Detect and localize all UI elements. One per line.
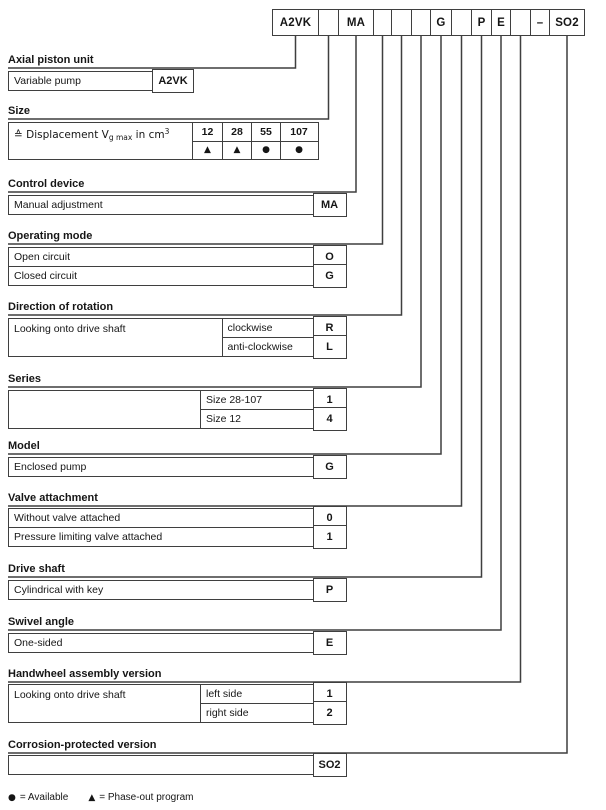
row-code: 1: [313, 388, 347, 412]
code-cell-drive-shaft: P: [471, 9, 492, 36]
code-cell-operating-mode: [373, 9, 393, 36]
row-code: O: [313, 245, 347, 269]
section-heading-axial-piston-unit: Axial piston unit: [8, 54, 98, 67]
legend-phaseout-label: = Phase-out program: [99, 792, 194, 803]
size-displacement-label: [8, 122, 193, 160]
availability-symbol: ●: [280, 141, 319, 160]
row-option: left side: [200, 684, 314, 704]
row-label: [8, 755, 314, 775]
row-code: G: [313, 455, 347, 479]
type-code-row: [272, 9, 585, 36]
row-option: Size 12: [200, 409, 314, 429]
legend-available-label: = Available: [19, 792, 69, 803]
size-label-superscript: 3: [164, 127, 170, 136]
size-value: 107: [280, 122, 319, 142]
code-cell-series: [411, 9, 432, 36]
size-value: 55: [251, 122, 281, 142]
section-heading-series: Series: [8, 373, 45, 386]
row-label: Manual adjustment: [8, 195, 314, 215]
row-label: Closed circuit: [8, 266, 314, 286]
row-option: Size 28-107: [200, 390, 314, 410]
code-cell-size: [318, 9, 340, 36]
row-code: 0: [313, 506, 347, 530]
row-code: G: [313, 264, 347, 288]
code-cell-model: G: [430, 9, 452, 36]
section-heading-drive-shaft: Drive shaft: [8, 563, 69, 576]
size-value: 12: [192, 122, 223, 142]
code-cell-pump-type: A2VK: [272, 9, 319, 36]
section-heading-control-device: Control device: [8, 178, 88, 191]
available-dot-icon: ●: [8, 792, 16, 803]
row-label: Pressure limiting valve attached: [8, 527, 314, 547]
row-label: [8, 390, 202, 429]
row-label: Looking onto drive shaft: [8, 318, 223, 357]
row-option: anti-clockwise: [222, 337, 315, 357]
section-heading-handwheel: Handwheel assembly version: [8, 668, 165, 681]
row-code: L: [313, 335, 347, 359]
legend: [8, 792, 193, 803]
row-label: Enclosed pump: [8, 457, 314, 477]
size-label-mid: in cm: [132, 129, 165, 141]
row-code: 1: [313, 525, 347, 549]
code-cell-handwheel: [510, 9, 531, 36]
row-code: P: [313, 578, 347, 602]
availability-symbol: ●: [251, 141, 281, 160]
legend-phaseout: [88, 792, 193, 803]
size-label-subscript: g max: [108, 133, 133, 142]
legend-available: [8, 792, 68, 803]
row-label: Cylindrical with key: [8, 580, 314, 600]
row-label: Without valve attached: [8, 508, 314, 528]
row-label: Variable pump: [8, 71, 154, 91]
row-code: SO2: [313, 753, 347, 777]
section-heading-size: Size: [8, 105, 34, 118]
section-heading-swivel-angle: Swivel angle: [8, 616, 78, 629]
section-heading-valve-attachment: Valve attachment: [8, 492, 102, 505]
row-code: 2: [313, 701, 347, 725]
phaseout-triangle-icon: ▲: [88, 792, 96, 803]
code-cell-swivel-angle: E: [491, 9, 512, 36]
row-label: Open circuit: [8, 247, 314, 267]
row-code: R: [313, 316, 347, 340]
section-heading-operating-mode: Operating mode: [8, 230, 96, 243]
code-cell-control-device: MA: [338, 9, 374, 36]
row-label: One-sided: [8, 633, 314, 653]
code-cell-rotation: [391, 9, 412, 36]
section-heading-corrosion: Corrosion-protected version: [8, 739, 161, 752]
size-value: 28: [222, 122, 253, 142]
row-code: A2VK: [152, 69, 194, 93]
row-code: E: [313, 631, 347, 655]
row-option: right side: [200, 703, 314, 723]
row-code: MA: [313, 193, 347, 217]
size-label-prefix: ≙ Displacement V: [14, 129, 109, 141]
code-cell-valve: [451, 9, 473, 36]
row-option: clockwise: [222, 318, 315, 338]
code-cell-corrosion: SO2: [549, 9, 585, 36]
row-label: Looking onto drive shaft: [8, 684, 202, 723]
code-cell-separator: –: [530, 9, 551, 36]
row-code: 1: [313, 682, 347, 706]
row-code: 4: [313, 407, 347, 431]
availability-symbol: ▲: [192, 141, 223, 160]
section-heading-direction-of-rotation: Direction of rotation: [8, 301, 117, 314]
availability-symbol: ▲: [222, 141, 253, 160]
section-heading-model: Model: [8, 440, 44, 453]
